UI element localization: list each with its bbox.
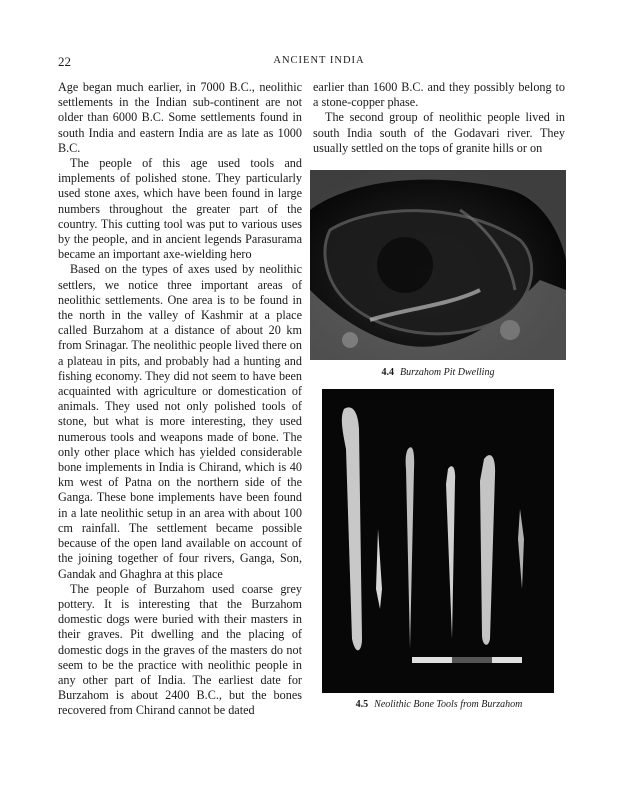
page-number: 22 — [58, 54, 71, 69]
bone-tools-photo — [322, 389, 554, 693]
paragraph: earlier than 1600 B.C. and they possibly belong to a stone-copper phase. — [313, 80, 565, 110]
paragraph: The people of this age used tools and implements of polished stone. They particularly used stone axes, which have been found in large numbers throughout the greater part of the country. This cutting tool was put to various uses by the people, and in ancient legends Parasurama became an important axe-wielding hero — [58, 156, 302, 262]
figure-caption: 4.4 Burzahom Pit Dwelling — [381, 367, 495, 378]
running-head: ANCIENT INDIA — [273, 55, 365, 66]
paragraph: Based on the types of axes used by neolithic settlers, we notice three important areas of neolithic settlements. One area is to be found in the north in the valley of Kashmir at a place called Burzahom at a distance of about 20 km from Srinagar. The neolithic people lived there on a plateau in pits, and probably had a hunting and fishing economy. They did not seem to have been acquainted with agriculture or domestication of animals. They used not only polished tools of stone, but what is more interesting, they used numerous tools and weapons made of bone. The only other place which has yielded considerable bone implements in India is Chirand, which is 40 km west of Patna on the northern side of the Ganga. These bone implements have been found in a late neolithic setup in an area with about 100 cm rainfall. The settlement became possible because of the open land available on account of the joining together of four rivers, Ganga, Son, Gandak and Ghaghra at this place — [58, 262, 302, 581]
page-header — [0, 54, 638, 70]
right-column — [313, 80, 565, 166]
paragraph: Age began much earlier, in 7000 B.C., neolithic settlements in the Indian sub-continent are not older than 6000 B.C. Some settlements found in south India and eastern India are as late as 1000 B.C. — [58, 80, 302, 155]
paragraph: The people of Burzahom used coarse grey pottery. It is interesting that the Burzahom domestic dogs were buried with their masters in their graves. Pit dwelling and the placing of domestic dogs in the graves of the masters do not seem to be the practice with neolithic people in any other part of India. The earliest date for Burzahom is about 2400 B.C., but the bones recovered from Chirand cannot be dated — [58, 581, 302, 718]
pit-dwelling-photo — [310, 170, 566, 360]
left-column — [58, 80, 302, 720]
paragraph: The second group of neolithic people lived in south India south of the Godavari river. They usually settled on the tops of granite hills or on — [313, 110, 565, 155]
figure-caption: 4.5 Neolithic Bone Tools from Burzahom — [355, 699, 523, 710]
